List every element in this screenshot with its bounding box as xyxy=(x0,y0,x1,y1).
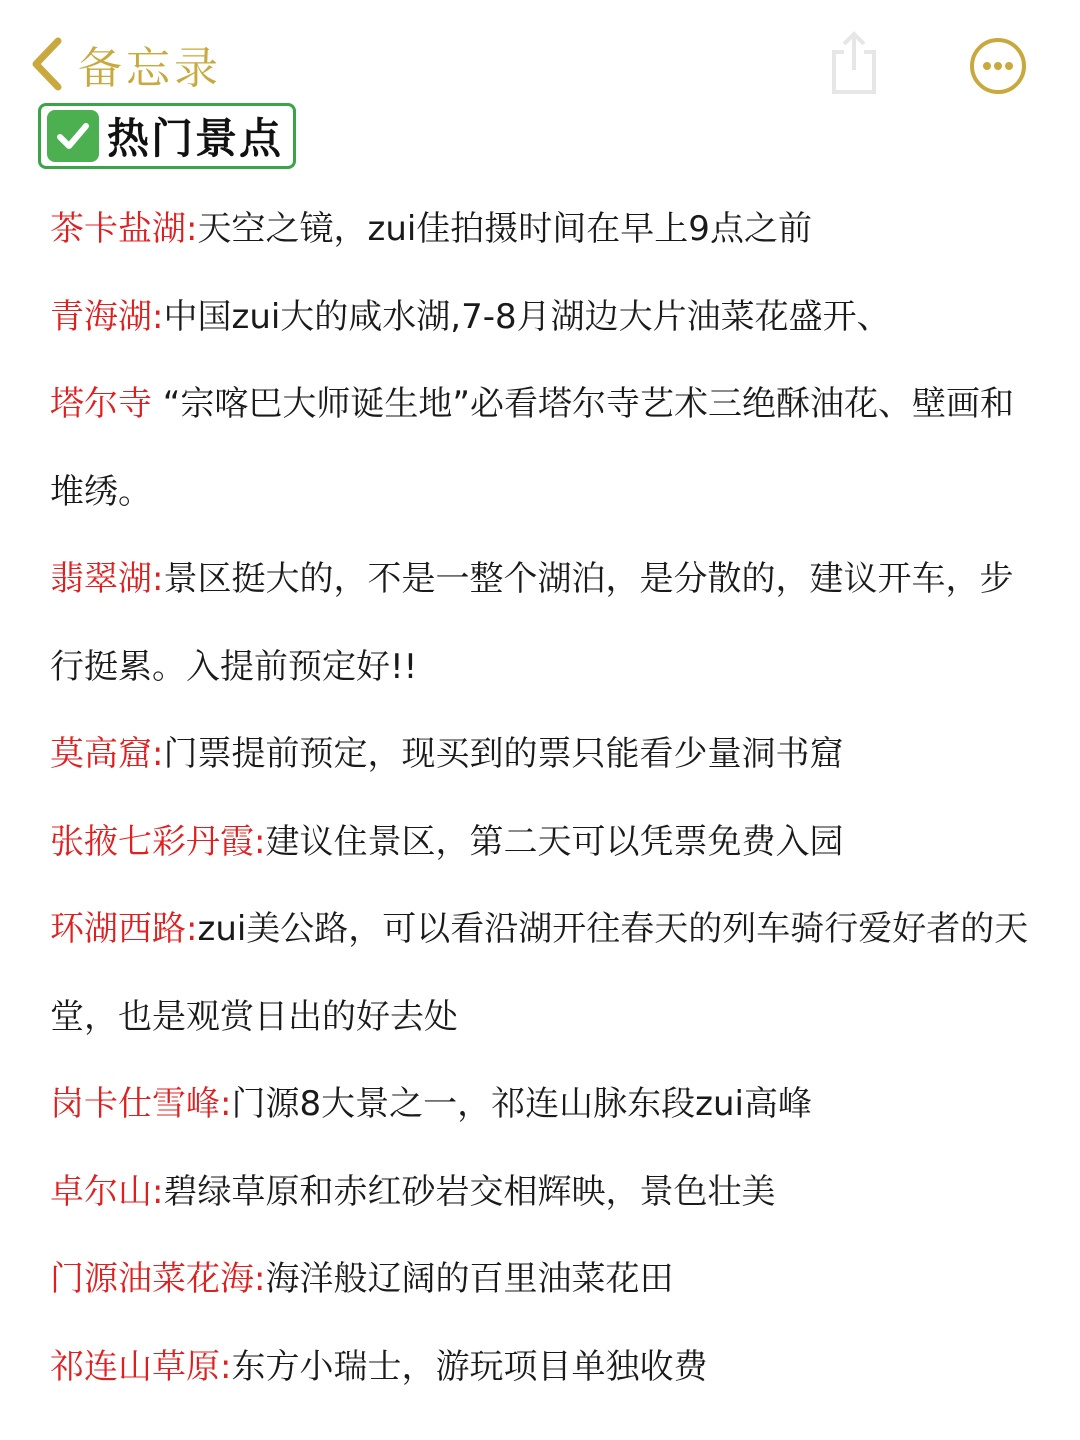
attraction-description: 景区挺大的，不是一整个湖泊，是分散的，建议开车，步行挺累。入提前预定好!! xyxy=(50,559,1014,687)
chevron-left-icon xyxy=(30,37,64,91)
attraction-name: 青海湖: xyxy=(50,296,164,337)
back-label: 备忘录 xyxy=(78,43,222,94)
attraction-description: 建议住景区，第二天可以凭票免费入园 xyxy=(265,821,844,862)
attraction-description: 海洋般辽阔的百里油菜花田 xyxy=(265,1259,674,1299)
more-icon xyxy=(968,81,1028,100)
attraction-description: 天空之镜，zui佳拍摄时间在早上9点之前 xyxy=(197,209,812,249)
attraction-item xyxy=(50,186,1040,274)
section-title-text: 热门景点 xyxy=(107,114,284,163)
attraction-description: 门源8大景之一，祁连山脉东段zui高峰 xyxy=(231,1084,812,1124)
attraction-name: 环湖西路: xyxy=(50,909,198,949)
attraction-item xyxy=(50,711,1040,799)
attraction-item xyxy=(50,1061,1040,1149)
attraction-description: 门票提前预定，现买到的票只能看少量洞书窟 xyxy=(163,734,844,774)
attraction-list xyxy=(50,186,1040,1411)
attraction-item xyxy=(50,361,1040,536)
attraction-name: 卓尔山: xyxy=(50,1171,164,1212)
attraction-name: 门源油菜花海: xyxy=(50,1259,266,1299)
attraction-name: 张掖七彩丹霞: xyxy=(50,821,266,862)
attraction-name: 祁连山草原: xyxy=(50,1346,232,1387)
share-button[interactable] xyxy=(826,28,882,96)
attraction-item xyxy=(50,799,1040,887)
attraction-item xyxy=(50,1149,1040,1237)
attraction-name: 塔尔寺 xyxy=(50,384,152,424)
attraction-item xyxy=(50,1324,1040,1412)
back-button[interactable] xyxy=(30,34,222,94)
attraction-item xyxy=(50,886,1040,1061)
attraction-name: 翡翠湖: xyxy=(50,559,164,599)
attraction-description: “宗喀巴大师诞生地”必看塔尔寺艺术三绝酥油花、壁画和堆绣。 xyxy=(50,384,1015,512)
attraction-name: 茶卡盐湖: xyxy=(50,209,198,249)
attraction-description: 东方小瑞士，游玩项目单独收费 xyxy=(231,1346,708,1387)
attraction-item xyxy=(50,1236,1040,1324)
attraction-name: 莫高窟: xyxy=(50,734,164,774)
more-options-button[interactable] xyxy=(968,36,1028,96)
attraction-item xyxy=(50,536,1040,711)
attraction-item xyxy=(50,274,1040,362)
attraction-description: zui美公路，可以看沿湖开往春天的列车骑行爱好者的天堂，也是观赏日出的好去处 xyxy=(50,909,1029,1037)
check-mark-icon xyxy=(47,110,99,162)
attraction-description: 碧绿草原和赤红砂岩交相辉映，景色壮美 xyxy=(163,1171,776,1212)
section-title xyxy=(38,103,296,169)
attraction-name: 岗卡仕雪峰: xyxy=(50,1084,232,1124)
top-navigation-bar xyxy=(0,0,1080,100)
share-icon xyxy=(826,81,882,100)
attraction-description: 中国zui大的咸水湖,7-8月湖边大片油菜花盛开、 xyxy=(163,296,891,337)
